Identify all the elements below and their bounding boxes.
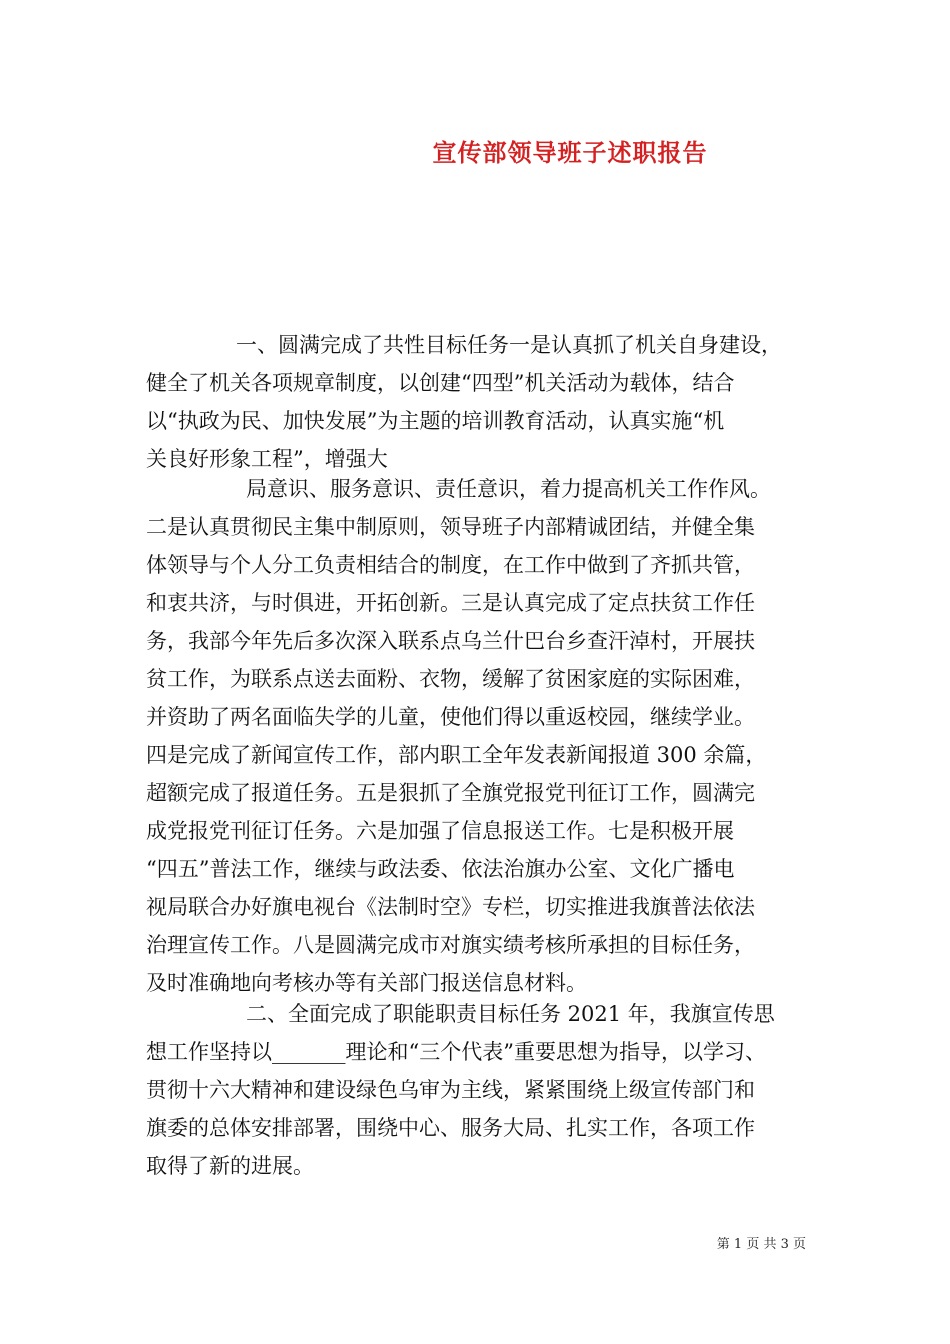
text-line: 和衷共济，与时俱进，开拓创新。三是认真完成了定点扶贫工作任: [146, 591, 755, 615]
text-line: 健全了机关各项规章制度，以创建“四型”机关活动为载体，结合: [146, 371, 735, 395]
text-line: 视局联合办好旗电视台《法制时空》专栏，切实推进我旗普法依法: [146, 895, 755, 919]
paragraph-3: [146, 995, 816, 1185]
text-line: 二是认真贯彻民主集中制原则，领导班子内部精诚团结，并健全集: [146, 515, 755, 539]
text-line: 务，我部今年先后多次深入联系点乌兰什巴台乡查汗淖村，开展扶: [146, 629, 755, 653]
text-line: 体领导与个人分工负责相结合的制度，在工作中做到了齐抓共管，: [146, 553, 755, 577]
text-line: 一、圆满完成了共性目标任务一是认真抓了机关自身建设，: [236, 333, 782, 357]
page-number-footer: 第 1 页 共 3 页: [716, 1237, 806, 1252]
text-line: 旗委的总体安排部署，围绕中心、服务大局、扎实工作，各项工作: [146, 1116, 755, 1140]
paragraph-2-text: [146, 470, 816, 1002]
paragraph-2: [146, 470, 816, 1002]
text-line: 超额完成了报道任务。五是狠抓了全旗党报党刊征订工作，圆满完: [146, 781, 755, 805]
text-line: “四五”普法工作，继续与政法委、依法治旗办公室、文化广播电: [146, 857, 735, 881]
text-line: 贫工作，为联系点送去面粉、衣物，缓解了贫困家庭的实际困难，: [146, 667, 755, 691]
document-title: 宣传部领导班子述职报告: [432, 138, 708, 167]
paragraph-1-text: [146, 326, 816, 478]
text-line: 贯彻十六大精神和建设绿色乌审为主线，紧紧围绕上级宣传部门和: [146, 1078, 755, 1102]
paragraph-1: [146, 326, 816, 478]
text-line: 想工作坚持以_______理论和“三个代表”重要思想为指导，以学习、: [146, 1040, 766, 1064]
text-line: 二、全面完成了职能职责目标任务 2021 年，我旗宣传思: [246, 1002, 775, 1026]
text-line: 局意识、服务意识、责任意识，着力提高机关工作作风。: [246, 477, 771, 501]
text-line: 关良好形象工程”，增强大: [146, 447, 388, 471]
text-line: 成党报党刊征订任务。六是加强了信息报送工作。七是积极开展: [146, 819, 734, 843]
text-line: 及时准确地向考核办等有关部门报送信息材料。: [146, 971, 587, 995]
paragraph-3-text: [146, 995, 816, 1185]
text-line: 取得了新的进展。: [146, 1154, 314, 1178]
text-line: 治理宣传工作。八是圆满完成市对旗实绩考核所承担的目标任务，: [146, 933, 755, 957]
text-line: 四是完成了新闻宣传工作，部内职工全年发表新闻报道 300 余篇，: [146, 743, 767, 767]
text-line: 并资助了两名面临失学的儿童，使他们得以重返校园，继续学业。: [146, 705, 755, 729]
text-line: 以“执政为民、加快发展”为主题的培训教育活动，认真实施“机: [146, 409, 725, 433]
